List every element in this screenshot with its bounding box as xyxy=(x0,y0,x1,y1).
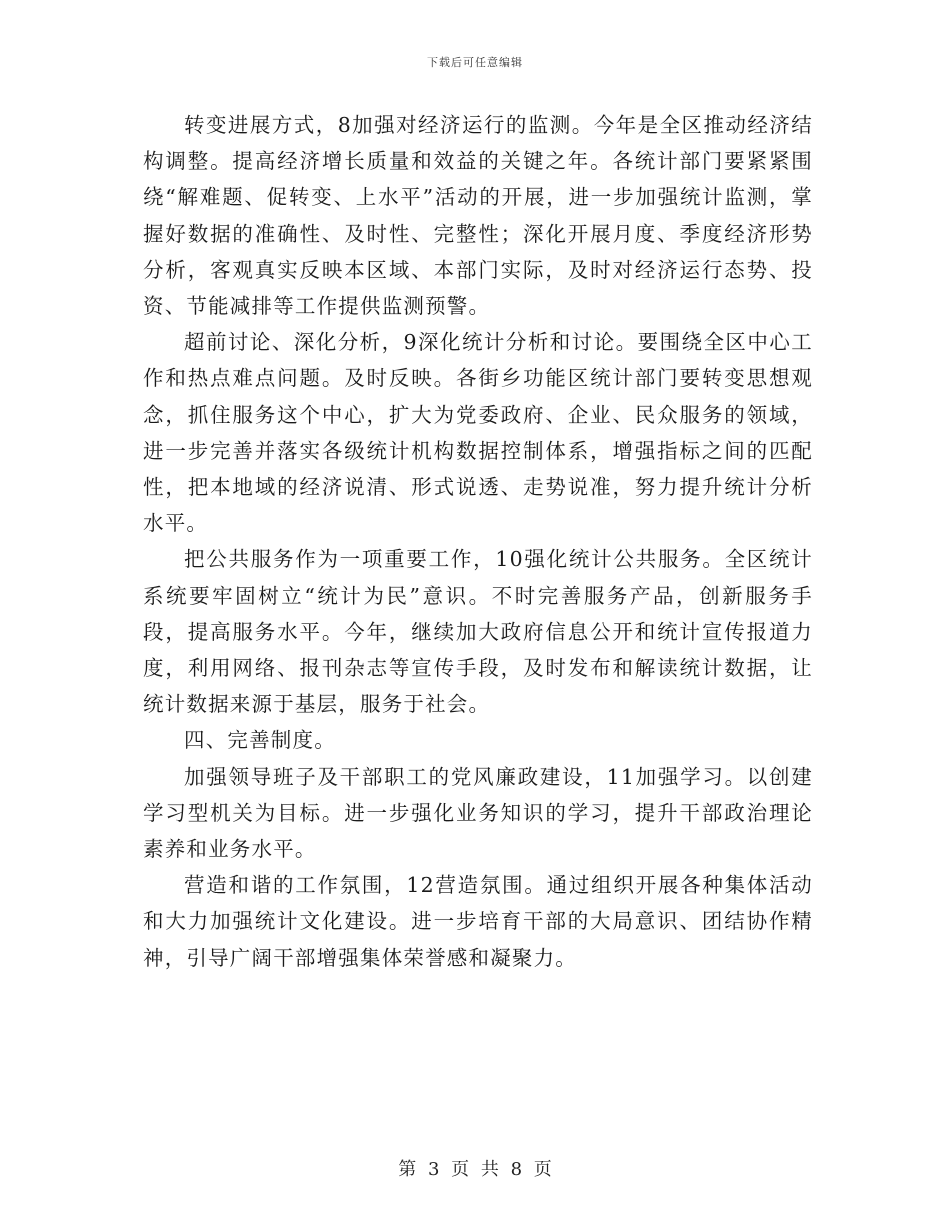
paragraph-monitoring: 转变进展方式，8加强对经济运行的监测。今年是全区推动经济结构调整。提高经济增长质量和效益的关键之年。各统计部门要紧紧围绕“解难题、促转变、上水平”活动的开展，进一步加强统计监测，掌握好数据的准确性、及时性、完整性；深化开展月度、季度经济形势分析，客观真实反映本区域、本部门实际，及时对经济运行态势、投资、节能减排等工作提供监测预警。 xyxy=(143,113,813,319)
paragraph-analysis: 超前讨论、深化分析，9深化统计分析和讨论。要围绕全区中心工作和热点难点问题。及时反映。各街乡功能区统计部门要转变思想观念，抓住服务这个中心，扩大为党委政府、企业、民众服务的领域，进一步完善并落实各级统计机构数据控制体系，增强指标之间的匹配性，把本地域的经济说清、形式说透、走势说准，努力提升统计分析水平。 xyxy=(143,330,813,536)
paragraph-atmosphere: 营造和谐的工作氛围，12营造氛围。通过组织开展各种集体活动和大力加强统计文化建设。进一步培育干部的大局意识、团结协作精神，引导广阔干部增强集体荣誉感和凝聚力。 xyxy=(143,873,813,970)
page-header-note: 下载后可任意编辑 xyxy=(427,56,523,69)
paragraph-public-service: 把公共服务作为一项重要工作，10强化统计公共服务。全区统计系统要牢固树立“统计为民”意识。不时完善服务产品，创新服务手段，提高服务水平。今年，继续加大政府信息公开和统计宣传报道力度，利用网络、报刊杂志等宣传手段，及时发布和解读统计数据，让统计数据来源于基层，服务于社会。 xyxy=(143,547,813,717)
page-number-footer: 第 3 页 共 8 页 xyxy=(398,1159,552,1180)
section-heading-system: 四、完善制度。 xyxy=(184,728,336,753)
paragraph-learning: 加强领导班子及干部职工的党风廉政建设，11加强学习。以创建学习型机关为目标。进一步强化业务知识的学习，提升干部政治理论素养和业务水平。 xyxy=(143,764,813,862)
document-body xyxy=(143,107,813,976)
